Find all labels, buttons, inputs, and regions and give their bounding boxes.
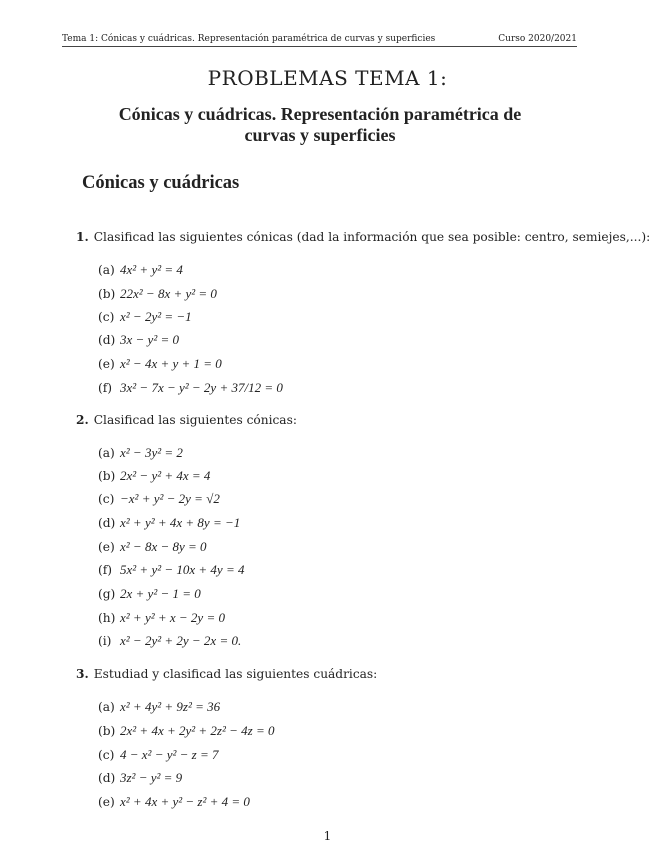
list-item: [98, 699, 220, 715]
page-subtitle: [60, 104, 580, 146]
item-label: (c): [98, 748, 115, 762]
item-label: (f): [98, 381, 113, 395]
list-item: [98, 515, 240, 531]
item-expression: 4x² + y² = 4: [120, 262, 183, 277]
header-right: Curso 2020/2021: [498, 34, 577, 44]
item-label: (a): [98, 446, 115, 460]
list-item: [98, 610, 225, 626]
problem-2: [76, 413, 297, 427]
item-label: (e): [98, 795, 115, 809]
list-item: [98, 539, 207, 555]
problem-number: 1.: [76, 230, 89, 244]
item-label: (d): [98, 516, 116, 530]
item-expression: 2x + y² − 1 = 0: [120, 586, 201, 601]
list-item: [98, 491, 220, 507]
list-item: [98, 468, 210, 484]
list-item: [98, 794, 250, 810]
item-label: (d): [98, 333, 116, 347]
item-expression: x² + 4x + y² − z² + 4 = 0: [120, 794, 250, 809]
problem-number: 2.: [76, 413, 89, 427]
item-label: (e): [98, 357, 115, 371]
item-label: (b): [98, 724, 116, 738]
item-expression: 3x² − 7x − y² − 2y + 37/12 = 0: [120, 380, 283, 395]
list-item: [98, 380, 283, 396]
item-label: (e): [98, 540, 115, 554]
item-expression: 2x² − y² + 4x = 4: [120, 468, 211, 483]
item-label: (i): [98, 634, 112, 648]
header-left: Tema 1: Cónicas y cuádricas. Representación paramétrica de curvas y superficies: [62, 34, 436, 44]
item-label: (c): [98, 492, 115, 506]
item-expression: 22x² − 8x + y² = 0: [120, 286, 217, 301]
list-item: [98, 770, 182, 786]
problem-text: Estudiad y clasificad las siguientes cuádricas:: [93, 667, 378, 681]
list-item: [98, 586, 201, 602]
item-expression: x² − 3y² = 2: [120, 445, 183, 460]
list-item: [98, 262, 183, 278]
subtitle-line-2: curvas y superficies: [244, 125, 396, 145]
list-item: [98, 309, 192, 325]
running-header: [62, 34, 577, 47]
item-label: (a): [98, 700, 115, 714]
item-label: (b): [98, 469, 116, 483]
item-expression: x² + y² + 4x + 8y = −1: [120, 515, 241, 530]
list-item: [98, 747, 218, 763]
section-heading: Cónicas y cuádricas: [82, 173, 240, 193]
item-label: (h): [98, 611, 116, 625]
item-expression: x² − 2y² = −1: [120, 309, 192, 324]
item-expression: x² + y² + x − 2y = 0: [120, 610, 225, 625]
item-label: (f): [98, 563, 113, 577]
list-item: [98, 562, 244, 578]
item-expression: x² − 4x + y + 1 = 0: [120, 356, 222, 371]
problem-text: Clasificad las siguientes cónicas:: [93, 413, 297, 427]
list-item: [98, 332, 179, 348]
list-item: [98, 356, 222, 372]
list-item: [98, 633, 241, 649]
item-expression: −x² + y² − 2y = √2: [120, 491, 220, 506]
subtitle-line-1: Cónicas y cuádricas. Representación paramétrica de: [118, 104, 522, 124]
item-expression: 4 − x² − y² − z = 7: [120, 747, 219, 762]
item-expression: x² − 2y² + 2y − 2x = 0.: [120, 633, 242, 648]
item-expression: 5x² + y² − 10x + 4y = 4: [120, 562, 245, 577]
item-expression: 2x² + 4x + 2y² + 2z² − 4z = 0: [120, 723, 275, 738]
item-expression: 3z² − y² = 9: [120, 770, 183, 785]
item-expression: 3x − y² = 0: [120, 332, 179, 347]
problem-1: [76, 230, 650, 244]
item-expression: x² − 8x − 8y = 0: [120, 539, 207, 554]
item-label: (c): [98, 310, 115, 324]
list-item: [98, 286, 217, 302]
problem-text: Clasificad las siguientes cónicas (dad la información que sea posible: centro, semiejes,...):: [93, 230, 651, 244]
page-title: PROBLEMAS TEMA 1:: [207, 66, 448, 90]
item-label: (d): [98, 771, 116, 785]
list-item: [98, 723, 274, 739]
item-label: (b): [98, 287, 116, 301]
page-number: 1: [323, 829, 332, 843]
item-label: (a): [98, 263, 115, 277]
item-expression: x² + 4y² + 9z² = 36: [120, 699, 221, 714]
list-item: [98, 445, 183, 461]
item-label: (g): [98, 587, 116, 601]
problem-number: 3.: [76, 667, 89, 681]
problem-3: [76, 667, 377, 681]
